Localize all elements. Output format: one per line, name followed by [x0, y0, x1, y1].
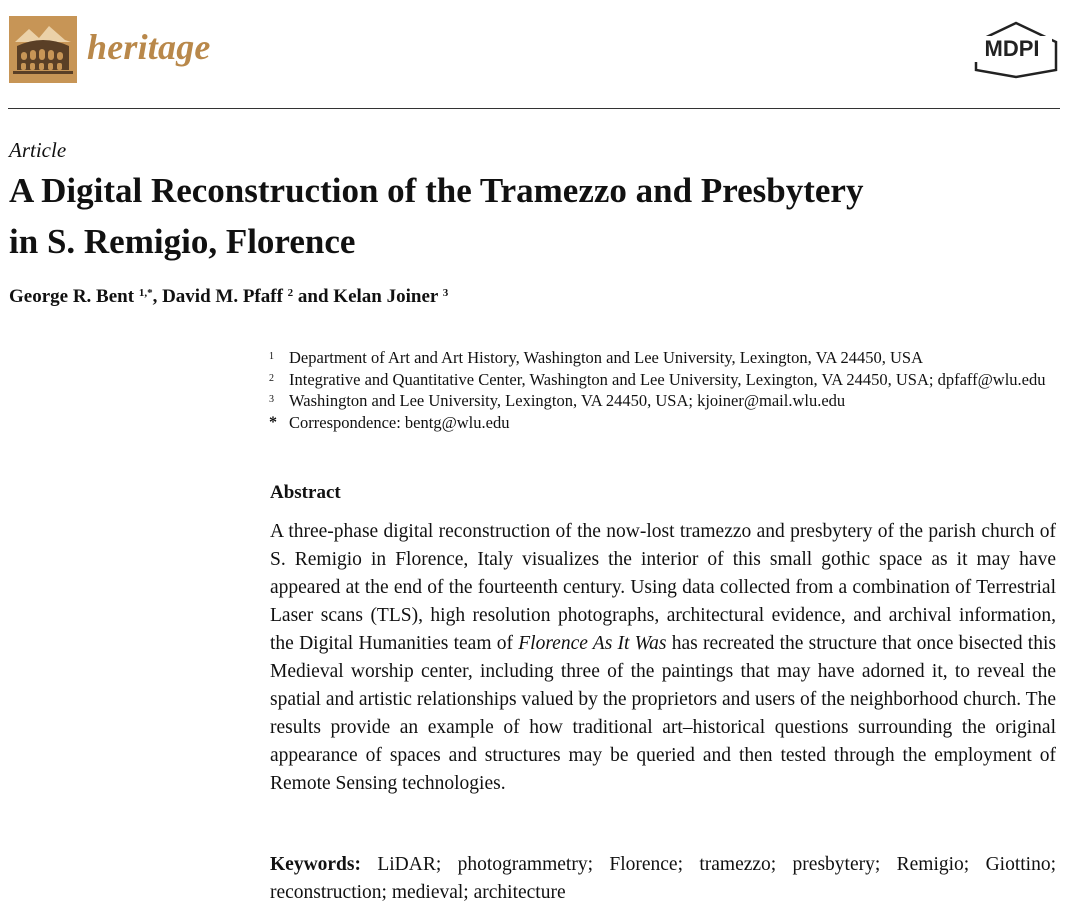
- affiliation-item: [269, 412, 1059, 434]
- affiliation-text: Department of Art and Art History, Washington and Lee University, Lexington, VA 24450, USA: [289, 348, 924, 367]
- author-name: George R. Bent: [9, 286, 135, 307]
- author-name: David M. Pfaff: [162, 286, 283, 307]
- affiliation-text: Washington and Lee University, Lexington, VA 24450, USA; kjoiner@mail.wlu.edu: [289, 391, 846, 410]
- affiliation-mark: 3: [269, 394, 274, 405]
- keywords-label: Keywords:: [270, 854, 361, 875]
- mdpi-logo-icon: [972, 20, 1060, 80]
- journal-name: heritage: [87, 27, 211, 67]
- journal-logo: [9, 16, 77, 83]
- colosseum-icon: [9, 16, 77, 83]
- affiliation-mark: 2: [269, 372, 274, 384]
- author-separator: and: [293, 286, 334, 307]
- abstract-text: [270, 518, 1056, 798]
- article-title: [9, 165, 1049, 267]
- title-line-2: in S. Remigio, Florence: [9, 222, 356, 261]
- abstract-italic-title: Florence As It Was: [518, 633, 667, 654]
- publisher-name: MDPI: [984, 36, 1040, 61]
- author-name: Kelan Joiner: [333, 286, 438, 307]
- publisher-logo: [972, 20, 1060, 80]
- affiliation-item: [269, 390, 1059, 412]
- affiliation-mark: 1: [269, 351, 274, 362]
- affiliation-item: [269, 347, 1059, 369]
- author-affiliation-mark: 1,*: [138, 287, 153, 299]
- author-affiliation-mark: 2: [287, 287, 294, 299]
- abstract-part-1: A three-phase digital reconstruction of the now-lost tramezzo and presbytery of the parish church of S. Remigio in Florence, Italy visualizes the interior of this small gothic space as it may have appeared at the end of the fourteenth century. Using data collected from a combination of Terrestrial Laser scans (TLS), high resolution photographs, architectural evidence, and archival information, the Digital Humanities team of: [270, 521, 1056, 654]
- keywords: [270, 851, 1056, 907]
- abstract-part-2: has recreated the structure that once bisected this Medieval worship center, including three of the paintings that may have adorned it, to reveal the spatial and artistic relationships valued by the proprietors and users of the neighborhood church. The results provide an example of how traditional art–historical questions surrounding the original appearance of spaces and structures may be queried and then tested through the employment of Remote Sensing technologies.: [270, 633, 1056, 794]
- article-type: Article: [9, 138, 67, 162]
- abstract-heading: Abstract: [270, 482, 341, 503]
- affiliations-list: [269, 347, 1059, 433]
- affiliation-text: Integrative and Quantitative Center, Washington and Lee University, Lexington, VA 24450, USA; dpfaff@wlu.edu: [289, 369, 1046, 389]
- author-separator: ,: [152, 286, 163, 307]
- keywords-text: LiDAR; photogrammetry; Florence; tramezzo; presbytery; Remigio; Giottino; reconstruction; medieval; architecture: [270, 854, 1056, 903]
- title-line-1: A Digital Reconstruction of the Tramezzo and Presbytery: [9, 171, 864, 210]
- author-list: [9, 286, 448, 308]
- affiliation-item: [269, 369, 1059, 391]
- correspondence-mark: *: [269, 413, 277, 431]
- author-affiliation-mark: 3: [442, 287, 449, 299]
- header-divider: [8, 108, 1060, 109]
- correspondence-text: Correspondence: bentg@wlu.edu: [289, 412, 510, 432]
